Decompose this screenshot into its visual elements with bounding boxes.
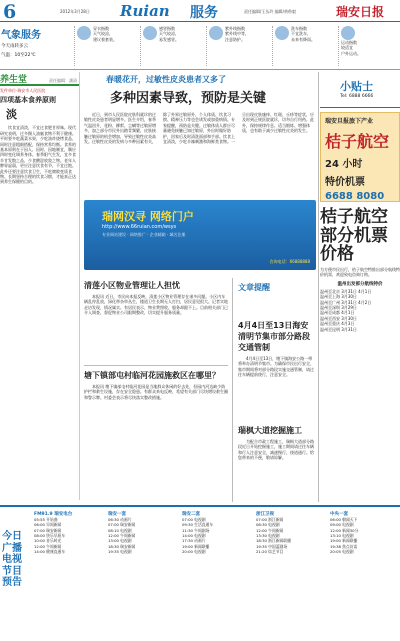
- index-title: 洗车指数: [291, 26, 307, 31]
- editors-credit: 责任编辑/王丛玲 编辑/黄秒毅: [244, 9, 296, 14]
- article-title: 4月4日至13日海安清明节集市部分路段交通管制: [238, 321, 310, 352]
- channel-name: 瑞安一套: [108, 512, 126, 517]
- program-item: 06:00 朝闻天下: [330, 517, 358, 522]
- program-item: 13:30 电视剧: [256, 532, 280, 538]
- car-wash-icon: [275, 26, 289, 40]
- channel-column: [182, 511, 252, 554]
- ad-tagline: 专业网站建设 · 网络推广 · 企业邮箱 · 域名注册: [102, 232, 186, 237]
- index-title: 感冒指数: [159, 26, 175, 31]
- section-title: 服务: [190, 5, 218, 21]
- channel-name: 中央一套: [330, 512, 348, 517]
- channel-column: [256, 511, 326, 554]
- fare-headline: 桔子航空部分机票价格: [320, 207, 388, 265]
- program-item: 05:55 开始曲: [34, 517, 58, 522]
- weather-title: 气象服务: [1, 30, 41, 41]
- article-body: 4月4日至13日，塘下镇海安公路一带将举办清明节集市。为确保市民出行安全，集市期间将对部分路段实施交通管制，请过往车辆提前绕行，注意安全。: [238, 356, 314, 378]
- program-item: 18:30 瑞安新闻: [108, 543, 136, 549]
- index-text: 户外运动。: [341, 50, 361, 56]
- list-item: 温州至西安 3月30日: [320, 315, 357, 321]
- article-title: 清莲小区物业管理让人担忧: [84, 281, 180, 290]
- program-item: 12:00 新闻30分: [330, 527, 359, 533]
- program-item: 07:00 电视剧: [182, 517, 206, 522]
- ad-phone: 咨询电话：66888888: [269, 258, 310, 264]
- program-item: 07:00 瑞安新闻: [34, 527, 62, 533]
- program-item: 06:00 早间新闻: [34, 522, 62, 528]
- list-item: 温州至深圳 3月29日: [320, 305, 357, 311]
- article-body: 近日，到市人民医院皮肤科就诊的过敏性皮炎患者明显增多。医生介绍，春季气温回升，花粉、柳絮、尘螨等过敏原增多，加之部分市民外出踏青频繁，皮肤接触过敏原的机会增加，导致过敏性皮炎高发。过敏性皮炎的发病与多种因素有关，除了外界过敏原外，个人体质、饮食习惯、精神压力等也会诱发或加重病情。专家提醒，预防是关键。过敏体质人群应尽量避免接触已知过敏原，外出时做好防护，回家后及时清洗面部和手部。饮食上宜清淡，少吃辛辣刺激和海鲜类食物。一旦出现皮肤瘙痒、红斑、丘疹等症状，应及时到正规医院就诊，切勿自行用药。此外，保持规律作息、适当锻炼、增强体质，也有助于减少过敏性皮炎的发生。: [84, 112, 314, 144]
- program-item: 08:00 快乐早班车: [34, 532, 66, 538]
- article-body: 本报讯 近日，市民向本报反映，清莲小区物业管理存在诸多问题。小区内车辆乱停乱放，绿化带杂草丛生，楼道卫生长期无人打扫，居民意见很大。记者实地走访发现，情况属实。有居民表示，物业费照收，服务却跟不上。目前相关部门已介入调查，督促物业公司限期整改，切实提升服务质量。: [84, 294, 228, 316]
- news-article: [238, 320, 316, 378]
- fare-list: [320, 281, 400, 332]
- tips-tel: Tel: 6888 6666: [340, 94, 374, 99]
- tips-header: [320, 72, 400, 108]
- channel-column: [34, 511, 104, 554]
- main-article: [84, 74, 316, 218]
- program-item: 06:30 动画片: [108, 517, 132, 522]
- list-item: 温州至昆明 3月31日: [320, 326, 357, 332]
- program-item: 19:00 新闻联播: [182, 543, 210, 549]
- program-item: 13:00 电视剧: [108, 538, 132, 544]
- index-text: 紫外线中等，: [225, 31, 249, 37]
- web-portal-ad[interactable]: [84, 200, 316, 270]
- program-item: 19:38 焦点访谈: [330, 543, 358, 549]
- index-text: 易发感冒。: [159, 36, 179, 42]
- ad-title: 瑞网汉寻 网络门户: [102, 210, 194, 223]
- article-title: 塘下镇部屯村临河花园施救区在哪里？: [84, 371, 220, 380]
- ad-url[interactable]: http://www.66ruian.com/wsys: [102, 224, 177, 230]
- fare-intro: 为方便市民出行，桔子航空特推出部分航线特价机票，欢迎致电咨询订购。: [320, 267, 400, 278]
- index-text: 天气较凉，: [159, 31, 179, 37]
- index-text: 建议着套装。: [93, 36, 117, 42]
- column-divider: [232, 278, 233, 502]
- tv-section-title: 今日广播电视节目预告: [2, 531, 22, 588]
- program-item: 14:00 健康直通车: [34, 548, 66, 554]
- index-text: 较适宜: [341, 45, 353, 51]
- index-text: 未来有降雨。: [291, 36, 315, 42]
- list-item: 温州至广州 3月31日 4月2日: [320, 299, 372, 305]
- ad-heading: 瑞安旦报旅下产业: [325, 118, 374, 125]
- program-item: 07:00 瑞安新闻: [108, 522, 136, 528]
- column-article-body: 饮食宜清淡，不宜过食肥甘厚味。现代研究表明，过多摄入油腻食物不利于健康。平时要多吃蔬菜水果，少吃油炸烧烤食品，同时注意粗细搭配，保持营养均衡。食养的基本原则在于因人、因时、因地制宜，顺应四时变化调养身体。春季阳气生发，宜多食辛甘发散之品，少食酸涩收敛之物。老年人脾胃虚弱，更应注意饮食有节，不宜过饱。此外还要注意饮食卫生，不吃腐败变质食物。长期坚持合理的饮食习惯，才能真正达到养生保健的目的。: [0, 125, 76, 185]
- column-article-title: 四项基本食养原则: [0, 96, 56, 105]
- article-headline: 多种因素导致，预防是关键: [110, 91, 267, 106]
- reminder-box: [238, 282, 316, 296]
- weather-index: [140, 26, 207, 66]
- article-title: 瑞枫大道挖掘施工: [238, 426, 302, 435]
- list-item: 温州至成都 4月1日: [320, 310, 355, 316]
- index-title: 穿衣指数: [93, 26, 109, 31]
- sport-icon: [341, 26, 355, 40]
- column-editor: 责任编辑：潘清: [49, 78, 77, 83]
- weather-box: [1, 26, 71, 66]
- channel-name: 瑞安二套: [182, 512, 200, 517]
- list-item: 温州至重庆 4月3日: [320, 321, 355, 327]
- weather-index: [338, 26, 400, 66]
- page-number: 6: [3, 1, 17, 23]
- news-article: [84, 280, 228, 316]
- column-divider: [318, 72, 319, 502]
- health-column: [0, 72, 80, 500]
- airline-ad[interactable]: [320, 112, 400, 202]
- program-item: 09:00 电视剧: [330, 522, 354, 528]
- brand-name: Ruian: [120, 2, 170, 20]
- row-divider: [84, 365, 228, 366]
- tips-title: 小贴士: [340, 80, 373, 93]
- column-header: [0, 72, 79, 86]
- program-item: 20:00 电视剧: [182, 548, 206, 554]
- page-header: [0, 0, 400, 22]
- index-text: 天气较凉，: [93, 31, 113, 37]
- article-body: 为配合市政工程施工，瑞枫大道部分路段近日开始挖掘施工，施工期间请过往车辆和行人注意安全，减速慢行，绕道通行。给您带来的不便，敬请谅解。: [238, 439, 314, 461]
- article-kicker: 春暖花开，过敏性皮炎患者又多了: [106, 75, 226, 84]
- column-article-subtitle: 淡: [6, 108, 17, 122]
- index-title: 运动指数: [341, 40, 357, 45]
- program-item: 12:00 午间新闻: [256, 527, 284, 533]
- clothing-icon: [77, 26, 91, 40]
- news-article: [238, 425, 316, 461]
- weather-index: [74, 26, 141, 66]
- program-item: 10:00 音乐时光: [34, 538, 62, 544]
- cold-icon: [143, 26, 157, 40]
- program-item: 19:00 新闻联播: [330, 538, 358, 544]
- program-item: 11:30 午间剧场: [182, 527, 210, 533]
- channel-name: 浙江卫视: [256, 512, 274, 517]
- program-item: 19:35 电视剧: [108, 548, 132, 554]
- program-item: 08:30 电视剧: [256, 522, 280, 528]
- index-text: 不宜洗车，: [291, 31, 311, 37]
- program-item: 17:30 动画片: [182, 538, 206, 544]
- program-item: 09:30 生活直通车: [182, 522, 214, 528]
- channel-name: FM91.9 瑞安电台: [34, 512, 73, 517]
- newspaper-logo: 瑞安日报: [336, 5, 385, 19]
- program-item: 12:00 午间新闻: [34, 543, 62, 549]
- channel-column: [108, 511, 178, 554]
- tips-sidebar: [320, 72, 400, 332]
- column-title: 养生堂: [0, 75, 28, 85]
- program-item: 12:00 午间新闻: [108, 532, 136, 538]
- index-title: 紫外线指数: [225, 26, 245, 31]
- weather-index: [272, 26, 339, 66]
- reminder-title: 文章提醒: [238, 283, 270, 292]
- weather-index: [206, 26, 273, 66]
- fare-list-heading: 温州出发部分航线特价: [337, 281, 383, 287]
- weather-line: 气温：10至22℃: [1, 53, 36, 59]
- program-item: 18:30 浙江新闻联播: [256, 538, 291, 544]
- program-item: 20:05 电视剧: [330, 548, 354, 554]
- list-item: 温州至北京 3月31日 4月1日: [320, 288, 372, 294]
- program-item: 13:10 电视剧: [330, 532, 354, 538]
- tv-listings: [0, 505, 400, 641]
- ad-service: 24 小时: [325, 159, 363, 170]
- ad-brand: 桔子航空: [325, 132, 390, 151]
- weather-bar: [0, 24, 400, 70]
- index-text: 注意防护。: [225, 36, 245, 42]
- news-article: [84, 370, 228, 400]
- program-item: 21:20 综艺节目: [256, 548, 284, 554]
- issue-date: 2012年3月28日: [60, 9, 90, 14]
- uv-icon: [209, 26, 223, 40]
- channel-column: [330, 511, 398, 554]
- program-item: 14:00 电视剧: [182, 532, 206, 538]
- program-item: 07:00 浙江新闻: [256, 517, 284, 522]
- article-body: 本报讯 塘下镇部屯村临河花园是当地群众休闲的好去处，但园内河边缺少防护栏和救生设施，存在安全隐患。有群众来电反映，希望有关部门尽快增设救生圈和警示牌。村委会表示将尽快落实整改措施。: [84, 384, 228, 400]
- column-source: 发件单位·瑞安市人民医院: [0, 88, 46, 93]
- ad-phone: 6688 8080: [325, 191, 385, 202]
- program-item: 08:10 电视剧: [108, 527, 132, 533]
- weather-line: 今天雨转多云: [1, 44, 28, 49]
- program-item: 19:35 中国蓝剧场: [256, 543, 288, 549]
- list-item: 温州至上海 3月30日: [320, 294, 357, 300]
- ad-line: 特价机票: [325, 177, 365, 188]
